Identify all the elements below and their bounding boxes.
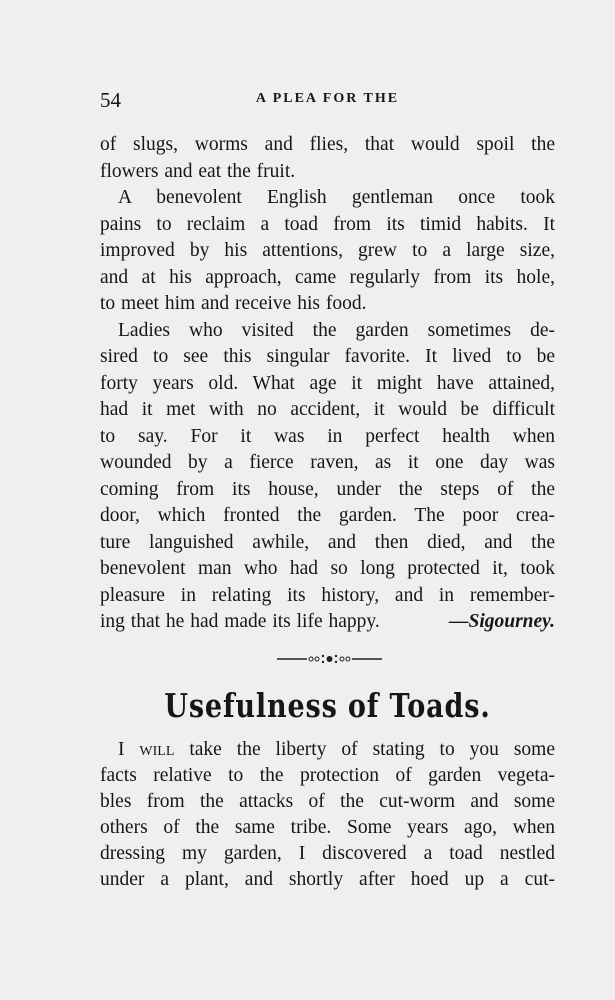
ornament-divider-icon xyxy=(277,652,382,666)
text-line: to say. For it was in perfect health when xyxy=(100,425,555,447)
text-line: facts relative to the protection of garden vegeta- xyxy=(100,765,555,786)
text-line: pains to reclaim a toad from its timid habits. It xyxy=(100,213,555,235)
text-line xyxy=(100,737,555,763)
page-header xyxy=(100,88,555,114)
text-line: benevolent man who had so long protected it, took xyxy=(100,558,555,579)
text-line: forty years old. What age it might have attained, xyxy=(100,372,555,394)
text-line: Ladies who visited the garden sometimes de- xyxy=(118,319,555,341)
text-line: A benevolent English gentleman once took xyxy=(118,187,555,208)
first-word: I will xyxy=(118,739,175,760)
text-line: and at his approach, came regularly from its hole, xyxy=(100,266,555,288)
text-line-rest: take the liberty of stating to you some xyxy=(174,739,555,760)
text-line: door, which fronted the garden. The poor crea- xyxy=(100,505,555,526)
text-line: under a plant, and shortly after hoed up a cut- xyxy=(100,869,555,890)
text-line: ture languished awhile, and then died, and the xyxy=(100,531,555,553)
article-sigourney xyxy=(100,132,555,636)
text-line: wounded by a fierce raven, as it one day was xyxy=(100,452,555,473)
text-line: pleasure in relating its history, and in remember- xyxy=(100,584,555,606)
text-line: bles from the attacks of the cut-worm and some xyxy=(100,791,555,812)
text-line: sired to see this singular favorite. It lived to be xyxy=(100,346,555,367)
page-number: 54 xyxy=(100,88,121,112)
text-line: of slugs, worms and flies, that would spoil the xyxy=(100,134,555,155)
text-line: others of the same tribe. Some years ago, when xyxy=(100,817,555,838)
article-title: Usefulness of Toads. xyxy=(164,686,491,725)
text-line: improved by his attentions, grew to a large size, xyxy=(100,240,555,261)
text-line: dressing my garden, I discovered a toad nestled xyxy=(100,843,555,864)
text-line: to meet him and receive his food. xyxy=(100,293,367,314)
author-signature: —Sigourney. xyxy=(448,611,555,632)
article-usefulness-of-toads xyxy=(100,737,555,893)
text-line xyxy=(100,609,555,636)
text-line: flowers and eat the fruit. xyxy=(100,160,296,182)
running-head: A PLEA FOR THE xyxy=(255,91,400,106)
text-line: coming from its house, under the steps of the xyxy=(100,478,555,500)
closing-text: ing that he had made its life happy. xyxy=(100,611,380,632)
text-line: had it met with no accident, it would be difficult xyxy=(100,399,555,420)
